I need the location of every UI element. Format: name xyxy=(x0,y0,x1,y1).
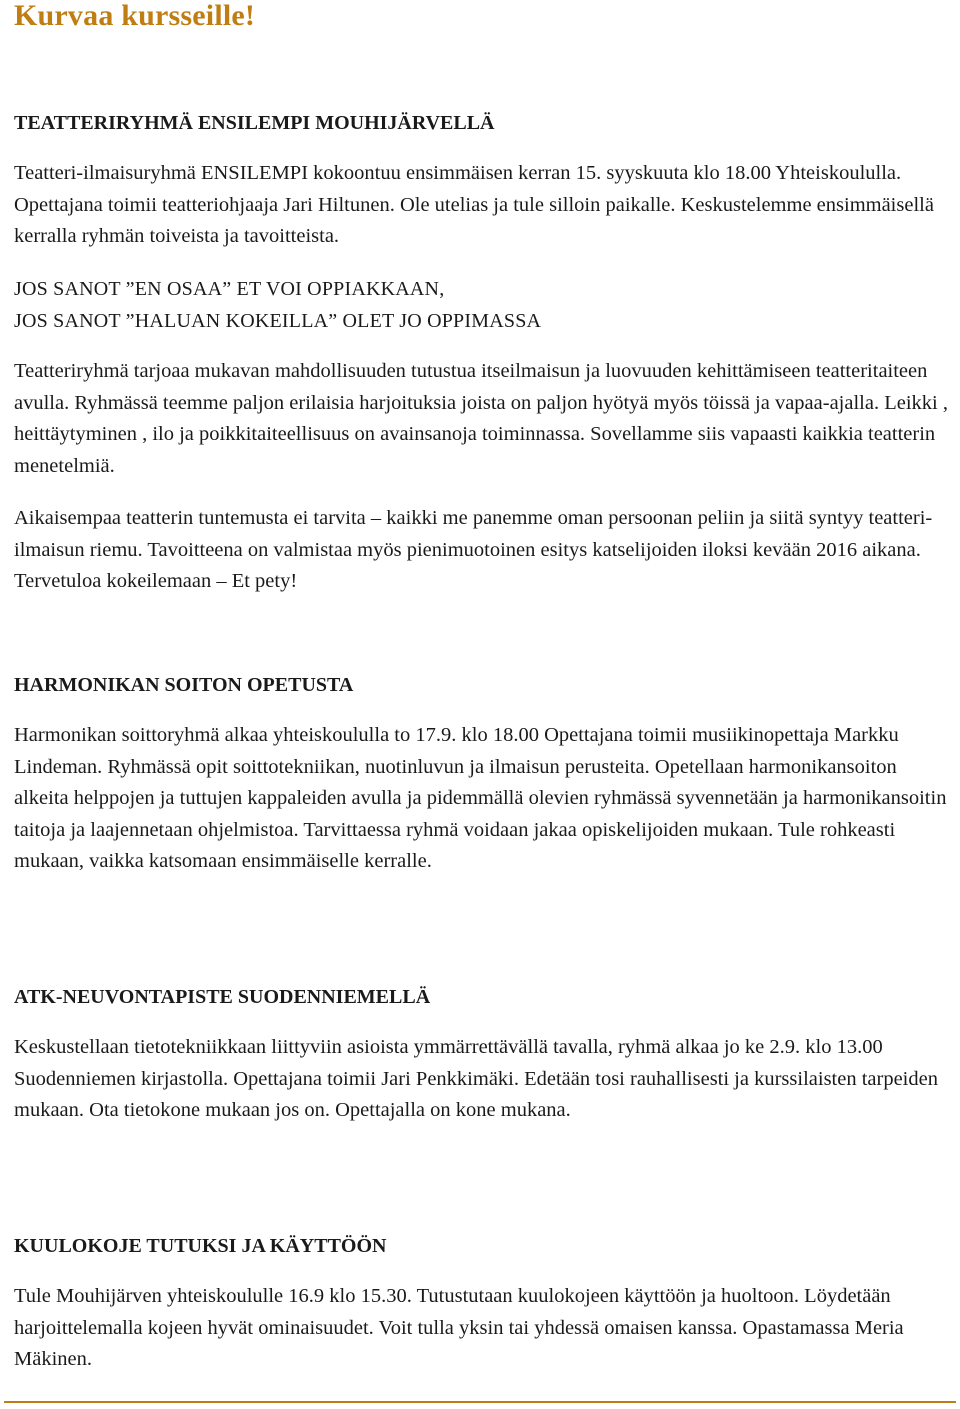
section-heading-kuulokoje: KUULOKOJE TUTUKSI JA KÄYTTÖÖN xyxy=(14,1235,387,1257)
section-paragraph-teatteri-1: Teatteriryhmä tarjoaa mukavan mahdollisuuden tutustua itseilmaisun ja luovuuden kehittämiseen teatteritaiteen avulla. Ryhmässä teemme paljon erilaisia harjoituksia joista on paljon hyötyä myös töissä ja vapaa-ajalla. Leikki , heittäytyminen , ilo ja poikkitaiteellisuus on avainsanoja toiminnassa. Sovellamme siis vapaasti kaikkia teatterin menetelmiä. xyxy=(14,360,948,477)
section-paragraph-kuulokoje: Tule Mouhijärven yhteiskoululle 16.9 klo 15.30. Tutustutaan kuulokojeen käyttöön ja huoltoon. Löydetään harjoittelemalla kojeen hyvät ominaisuudet. Voit tulla yksin tai yhdessä omaisen kanssa. Opastamassa Meria Mäkinen. xyxy=(14,1285,904,1370)
section-heading-harmonikka: HARMONIKAN SOITON OPETUSTA xyxy=(14,674,354,696)
section-heading-atk: ATK-NEUVONTAPISTE SUODENNIEMELLÄ xyxy=(14,986,431,1008)
section-intro-teatteri: Teatteri-ilmaisuryhmä ENSILEMPI kokoontuu ensimmäisen kerran 15. syyskuuta klo 18.00 Yhteiskoululla. Opettajana toimii teatteriohjaaja Jari Hiltunen. Ole utelias ja tule silloin paikalle. Keskustelemme ensimmäisellä kerralla ryhmän toiveista ja tavoitteista. xyxy=(14,162,934,247)
page-title: Kurvaa kursseille! xyxy=(14,0,256,32)
bottom-divider xyxy=(4,1401,956,1403)
slogan-line-2: JOS SANOT ”HALUAN KOKEILLA” OLET JO OPPIMASSA xyxy=(14,310,542,332)
section-paragraph-atk: Keskustellaan tietotekniikkaan liittyviin asioista ymmärrettävällä tavalla, ryhmä alkaa jo ke 2.9. klo 13.00 Suodenniemen kirjastolla. Opettajana toimii Jari Penkkimäki. Edetään tosi rauhallisesti ja kurssilaisten tarpeiden mukaan. Ota tietokone mukaan jos on. Opettajalla on kone mukana. xyxy=(14,1036,938,1121)
section-paragraph-teatteri-2: Aikaisempaa teatterin tuntemusta ei tarvita – kaikki me panemme oman persoonan peliin ja siitä syntyy teatteri-ilmaisun riemu. Tavoitteena on valmistaa myös pienimuotoinen esitys katselijoiden iloksi kevään 2016 aikana. Tervetuloa kokeilemaan – Et pety! xyxy=(14,507,933,592)
section-heading-teatteri: TEATTERIRYHMÄ ENSILEMPI MOUHIJÄRVELLÄ xyxy=(14,112,495,134)
slogan-line-1: JOS SANOT ”EN OSAA” ET VOI OPPIAKKAAN, xyxy=(14,278,445,300)
section-paragraph-harmonikka: Harmonikan soittoryhmä alkaa yhteiskoululla to 17.9. klo 18.00 Opettajana toimii musiikinopettaja Markku Lindeman. Ryhmässä opit soittotekniikan, nuotinluvun ja ilmaisun perusteita. Opetellaan harmonikansoiton alkeita helppojen ja tuttujen kappaleiden avulla ja pidemmällä olevien ryhmässä syvennetään ja harmonikansoitin taitoja ja laajennetaan ohjelmistoa. Tarvittaessa ryhmä voidaan jakaa opiskelijoiden mukaan. Tule rohkeasti mukaan, vaikka katsomaan ensimmäiselle kerralle. xyxy=(14,724,947,872)
